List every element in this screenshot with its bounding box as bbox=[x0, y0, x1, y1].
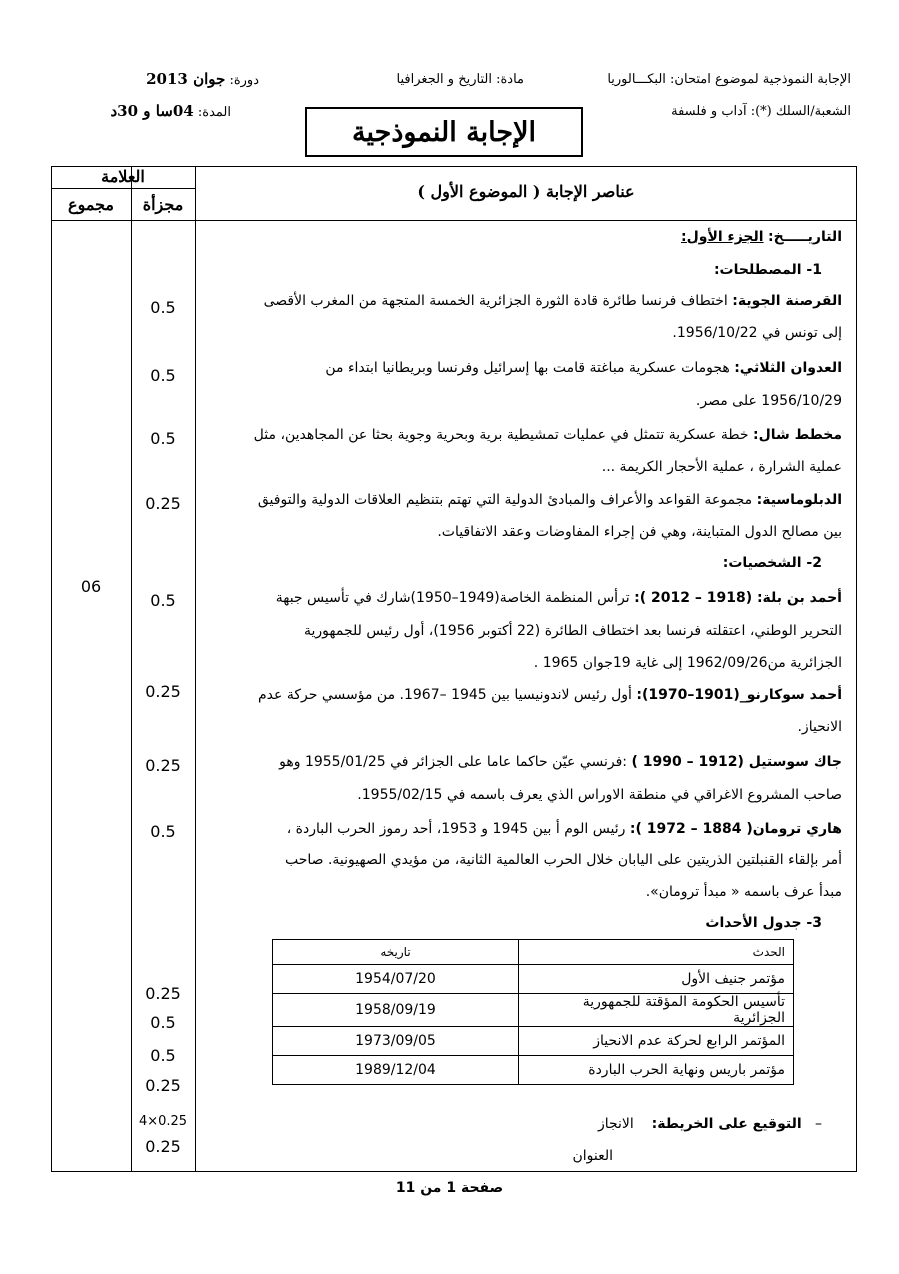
person-name: هاري ترومان( 1884 – 1972 ): bbox=[629, 821, 842, 837]
table-row bbox=[273, 965, 794, 994]
date-cell: 1958/09/19 bbox=[273, 994, 519, 1027]
mark: 0.25 bbox=[145, 756, 181, 775]
term-text: مجموعة القواعد والأعراف والمبادئ الدولية التي تهتم بتنظيم العلاقات الدولية والتوفيق bbox=[257, 492, 753, 508]
session-label: دورة: bbox=[229, 73, 259, 88]
divider-partial bbox=[195, 166, 196, 1172]
terms-heading: 1- المصطلحات: bbox=[713, 262, 822, 278]
term-text: اختطاف فرنسا طائرة قادة الثورة الجزائرية الخمسة المتجهة من المغرب الأقصى bbox=[263, 293, 728, 309]
duration-value: 04سا و 30د bbox=[110, 102, 194, 120]
events-heading: 3- جدول الأحداث bbox=[705, 915, 822, 931]
event-cell: المؤتمر الرابع لحركة عدم الانحياز bbox=[519, 1027, 794, 1056]
mark: 0.5 bbox=[150, 1046, 176, 1065]
term-name: الدبلوماسية: bbox=[756, 492, 842, 508]
partial-header: مجزأة bbox=[142, 195, 184, 214]
mark: 4×0.25 bbox=[138, 1114, 188, 1129]
table-row bbox=[273, 1056, 794, 1085]
mark: 0.25 bbox=[145, 682, 181, 701]
person-text: ترأس المنظمة الخاصة(1949–1950)شارك في تأسيس جبهة bbox=[275, 590, 630, 606]
term-2-cont: 1956/10/29 على مصر. bbox=[695, 393, 842, 409]
term-1-cont: إلى تونس في 1956/10/22. bbox=[672, 325, 842, 341]
person-3 bbox=[205, 754, 842, 770]
part-label: الجزء الأول: bbox=[681, 229, 764, 245]
main-title: الإجابة النموذجية bbox=[305, 107, 583, 157]
mark: 0.5 bbox=[150, 429, 176, 448]
section-title bbox=[205, 229, 842, 245]
term-name: العدوان الثلاثي: bbox=[734, 360, 842, 376]
dash: – bbox=[801, 1116, 822, 1132]
col-event: الحدث bbox=[519, 940, 794, 965]
person-text: رئيس الوم أ بين 1945 و 1953، أحد رموز الحرب الباردة ، bbox=[286, 821, 626, 837]
table-row bbox=[273, 994, 794, 1027]
session-value: جوان 2013 bbox=[146, 70, 226, 88]
person-name: جاك سوستيل (1912 – 1990 ) bbox=[631, 754, 842, 770]
table-row bbox=[273, 1027, 794, 1056]
person-name: أحمد بن بلة: (1918 – 2012 ): bbox=[634, 590, 842, 606]
event-cell: مؤتمر جنيف الأول bbox=[519, 965, 794, 994]
mark: 0.5 bbox=[150, 822, 176, 841]
term-text: هجومات عسكرية مباغتة قامت بها إسرائيل وفرنسا وبريطانيا ابتداء من bbox=[325, 360, 730, 376]
events-table bbox=[272, 939, 794, 1085]
map-label: التوقيع على الخريطة: bbox=[651, 1116, 802, 1132]
elements-header: عناصر الإجابة ( الموضوع الأول ) bbox=[417, 182, 635, 201]
grade-header: العلامة bbox=[101, 167, 145, 186]
mark: 0.5 bbox=[150, 1013, 176, 1032]
date-cell: 1973/09/05 bbox=[273, 1027, 519, 1056]
mark: 0.25 bbox=[145, 984, 181, 1003]
term-text: خطة عسكرية تتمثل في عمليات تمشيطية برية وبحرية وجوية بحثا عن المجاهدين، مثل bbox=[253, 427, 749, 443]
mark: 0.5 bbox=[150, 366, 176, 385]
date-cell: 1954/07/20 bbox=[273, 965, 519, 994]
event-cell: مؤتمر باريس ونهاية الحرب الباردة bbox=[519, 1056, 794, 1085]
branch: الشعبة/السلك (*): آداب و فلسفة bbox=[671, 104, 851, 119]
total-mark: 06 bbox=[80, 577, 102, 596]
person-4-cont: أمر بإلقاء القنبلتين الذريتين على اليابان خلال الحرب العالمية الثانية، من مؤيدي الصهيونية. صاحب bbox=[284, 852, 842, 868]
events-header-row bbox=[273, 940, 794, 965]
mark: 0.25 bbox=[145, 1076, 181, 1095]
term-3 bbox=[205, 427, 842, 443]
history-label: التاريـــــخ: bbox=[768, 229, 842, 245]
term-3-cont: عملية الشرارة ، عملية الأحجار الكريمة ... bbox=[601, 459, 842, 475]
term-4-cont: بين مصالح الدول المتباينة، وهي فن إجراء المفاوضات وعقد الاتفاقيات. bbox=[437, 524, 842, 540]
term-2 bbox=[205, 360, 842, 376]
col-date: تاريخه bbox=[273, 940, 519, 965]
person-2 bbox=[205, 687, 842, 703]
person-2-cont: الانحياز. bbox=[797, 719, 842, 735]
term-name: مخطط شال: bbox=[752, 427, 842, 443]
subject: مادة: التاريخ و الجغرافيا bbox=[396, 72, 524, 87]
person-name: أحمد سوكارنو_(1901–1970): bbox=[636, 687, 842, 703]
map-item-1: الانجاز bbox=[597, 1116, 634, 1132]
divider-grade-header bbox=[51, 188, 195, 189]
event-cell: تأسيس الحكومة المؤقتة للجمهورية الجزائرية bbox=[519, 994, 794, 1027]
term-4 bbox=[205, 492, 842, 508]
people-heading: 2- الشخصيات: bbox=[722, 555, 822, 571]
term-name: القرصنة الجوية: bbox=[732, 293, 842, 309]
exam-title: الإجابة النموذجية لموضوع امتحان: البكـــالوريا bbox=[607, 72, 851, 87]
person-3-cont: صاحب المشروع الاغراقي في منطقة الاوراس الذي يعرف باسمه في 1955/02/15. bbox=[357, 787, 842, 803]
person-text: :فرنسي عيّن حاكما عاما على الجزائر في 1955/01/25 وهو bbox=[279, 754, 628, 770]
term-1 bbox=[205, 293, 842, 309]
mark: 0.25 bbox=[145, 1137, 181, 1156]
mark: 0.25 bbox=[145, 494, 181, 513]
person-1 bbox=[205, 590, 842, 606]
person-1-cont: الجزائرية من1962/09/26 إلى غاية 19جوان 1965 . bbox=[533, 655, 842, 671]
total-header: مجموع bbox=[68, 195, 114, 214]
date-cell: 1989/12/04 bbox=[273, 1056, 519, 1085]
page-number: صفحة 1 من 11 bbox=[395, 1180, 504, 1196]
person-4 bbox=[205, 821, 842, 837]
map-item-2: العنوان bbox=[572, 1148, 613, 1164]
person-1-cont: التحرير الوطني، اعتقلته فرنسا بعد اختطاف الطائرة (22 أكتوبر 1956)، أول رئيس للجمهورية bbox=[304, 623, 842, 639]
mark: 0.5 bbox=[150, 591, 176, 610]
map-line bbox=[205, 1116, 842, 1132]
person-4-cont: مبدأ عرف باسمه « مبدأ ترومان». bbox=[645, 884, 842, 900]
person-text: أول رئيس لاندونيسيا بين 1945 –1967. من مؤسسي حركة عدم bbox=[258, 687, 632, 703]
mark: 0.5 bbox=[150, 298, 176, 317]
duration-label: المدة: bbox=[197, 105, 231, 120]
